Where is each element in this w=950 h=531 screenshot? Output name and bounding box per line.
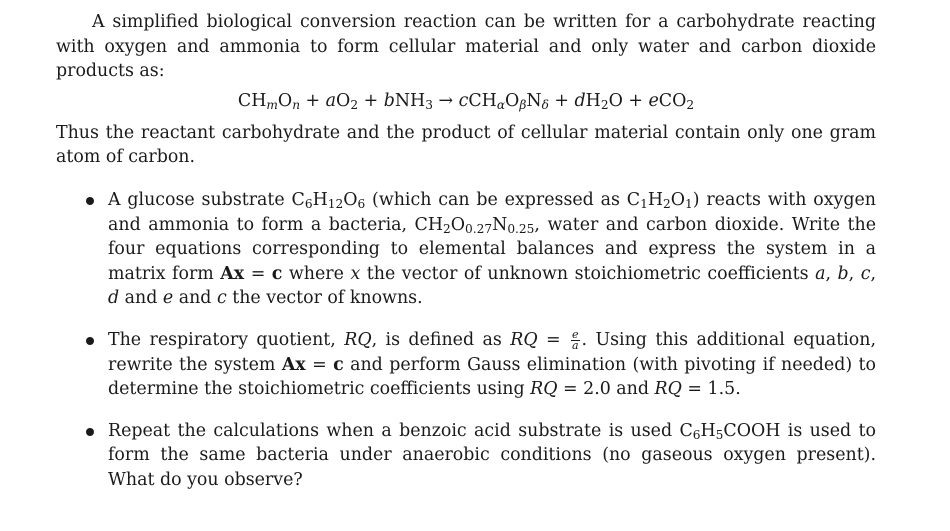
- bullet-icon: [86, 337, 94, 345]
- exercise-list: [56, 188, 876, 493]
- intro-paragraph: A simplified biological conversion reaction can be written for a carbohydrate reacting with oxygen and ammonia to form cellular material and only water and carbon dioxide products as:: [56, 12, 876, 82]
- carbon-note-paragraph: Thus the reactant carbohydrate and the product of cellular material contain only one gram atom of carbon.: [56, 122, 876, 168]
- reaction-equation: $CH_mO_n + aO_2 + bNH_3 \to cCH_\alpha O_\beta N_\delta + dH_2O + eCO_2$: [237, 90, 695, 112]
- exercise-item-glucose: A glucose substrate $C_6H_{12}O_6$ (which can be expressed as $C_1H_2O_1$) reacts with oxygen and ammonia to form a bacteria, $CH_2O_{0.27}N_{0.25}$, water and carbon dioxide. Write the four equations corresponding to elemental balances and express the system in a matrix form Ax = c where x the vector of unknown stoichiometric coefficients a, b, c, d and e and c the vector of knowns.: [56, 188, 876, 311]
- bullet-icon: [86, 428, 94, 436]
- rq-fraction: $\frac{e}{a}$: [571, 327, 579, 352]
- document-page: [56, 10, 876, 510]
- bullet-icon: [86, 197, 94, 205]
- exercise-item-benzoic-acid: Repeat the calculations when a benzoic acid substrate is used $C_6H_5COOH$ is used to form the same bacteria under anaerobic conditions (no gaseous oxygen present). What do you observe?: [56, 419, 876, 493]
- exercise-item-respiratory-quotient: The respiratory quotient, RQ, is defined as RQ = $\frac{e}{a}$ . Using this additional equation, rewrite the system Ax = c and perform Gauss elimination (with pivoting if needed) to determine the stoichiometric coefficients using RQ = 2.0 and RQ = 1.5.: [56, 328, 876, 402]
